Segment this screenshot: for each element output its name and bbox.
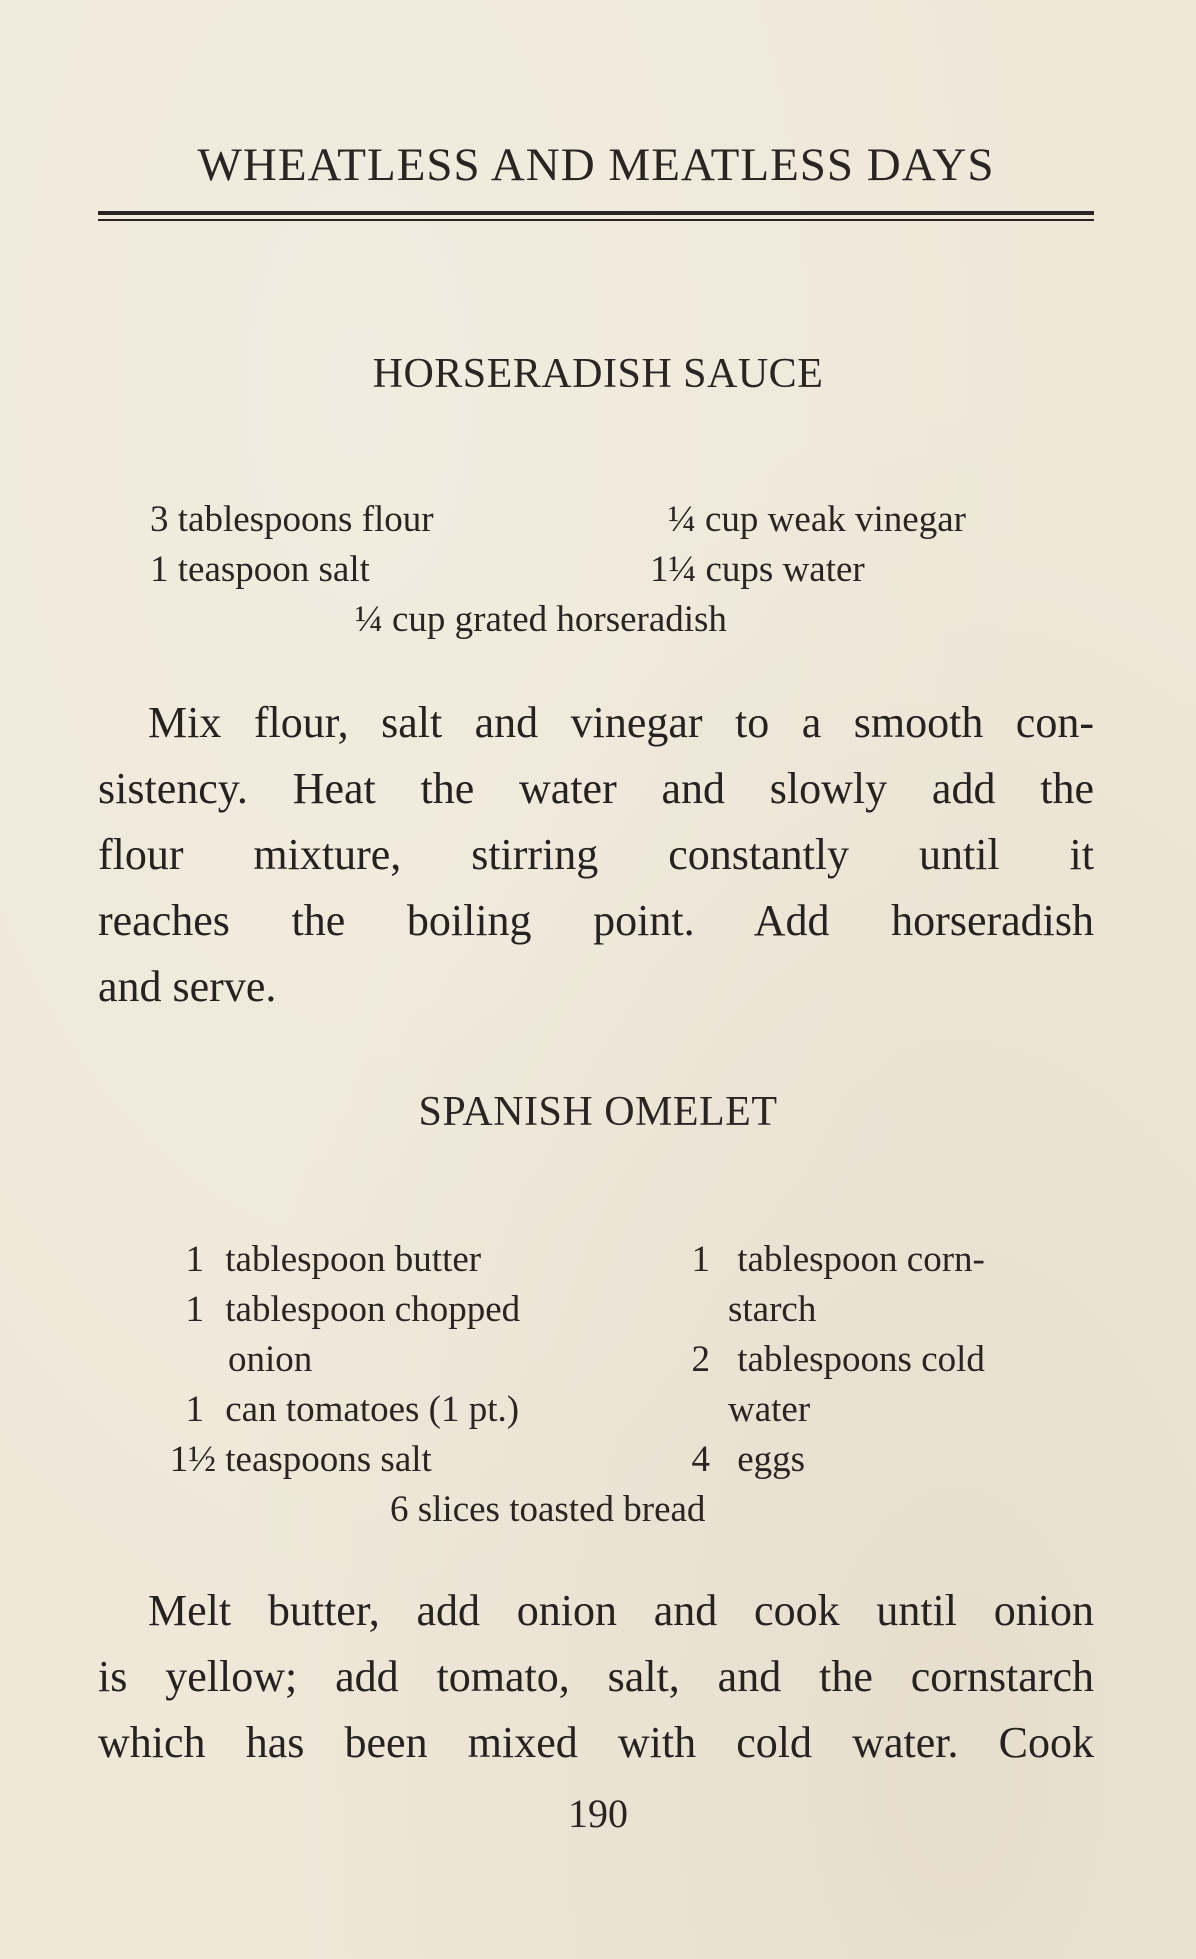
ingredient-item: ¼ cup weak vinegar xyxy=(668,499,966,540)
ingredient-item: 1¼ cups water xyxy=(650,549,865,590)
ingredient-continuation: water xyxy=(728,1389,811,1430)
ingredient-item xyxy=(670,1235,985,1285)
ingredient-quantity: 1½ xyxy=(169,1439,216,1480)
ingredient-text: tablespoon chopped xyxy=(225,1289,521,1330)
ingredient-item xyxy=(670,1335,985,1385)
recipe-directions-omelet xyxy=(98,1578,1094,1776)
ingredient-quantity: 1 xyxy=(185,1289,204,1330)
page-number: 190 xyxy=(568,1791,628,1836)
ingredient-text: tablespoon butter xyxy=(225,1239,482,1280)
ingredient-quantity: 4 xyxy=(691,1439,710,1480)
ingredient-item xyxy=(140,1385,519,1435)
ingredient-item: ¼ cup grated horseradish xyxy=(355,599,727,640)
direction-line: flour mixture, stirring constantly until it xyxy=(98,830,1094,879)
ingredient-text: eggs xyxy=(737,1439,806,1480)
ingredient-continuation: starch xyxy=(728,1289,817,1330)
direction-line: which has been mixed with cold water. Cook xyxy=(98,1718,1094,1767)
direction-line: Melt butter, add onion and cook until onion xyxy=(148,1586,1094,1635)
direction-line: sistency. Heat the water and slowly add the xyxy=(98,764,1094,813)
ingredient-item xyxy=(140,1435,432,1485)
ingredient-continuation: onion xyxy=(228,1339,313,1380)
ingredient-item xyxy=(140,1285,520,1335)
ingredient-item: 3 tablespoons flour xyxy=(150,499,434,540)
recipe-directions-horseradish xyxy=(98,690,1094,1020)
ingredient-text: tablespoon corn- xyxy=(737,1239,985,1280)
header-rule-thin xyxy=(98,219,1094,221)
ingredient-item: 1 teaspoon salt xyxy=(150,549,370,590)
direction-line: is yellow; add tomato, salt, and the cornstarch xyxy=(98,1652,1094,1701)
running-head: WHEATLESS AND MEATLESS DAYS xyxy=(197,139,995,191)
direction-line: reaches the boiling point. Add horseradish xyxy=(98,896,1094,945)
recipe-title-spanish-omelet: SPANISH OMELET xyxy=(418,1089,778,1135)
ingredient-text: can tomatoes (1 pt.) xyxy=(225,1389,520,1430)
ingredient-quantity: 1 xyxy=(185,1239,204,1280)
ingredient-item xyxy=(140,1235,481,1285)
direction-line: and serve. xyxy=(98,962,277,1011)
ingredient-text: teaspoons salt xyxy=(225,1439,432,1480)
ingredient-text: tablespoons cold xyxy=(737,1339,985,1380)
ingredient-quantity: 2 xyxy=(691,1339,710,1380)
recipe-title-horseradish-sauce: HORSERADISH SAUCE xyxy=(372,351,824,397)
ingredient-quantity: 1 xyxy=(185,1389,204,1430)
direction-line: Mix flour, salt and vinegar to a smooth con- xyxy=(148,698,1094,747)
ingredient-quantity: 1 xyxy=(691,1239,710,1280)
ingredient-item: 6 slices toasted bread xyxy=(390,1489,706,1530)
ingredient-item xyxy=(670,1435,805,1485)
header-rule-thick xyxy=(98,211,1094,215)
